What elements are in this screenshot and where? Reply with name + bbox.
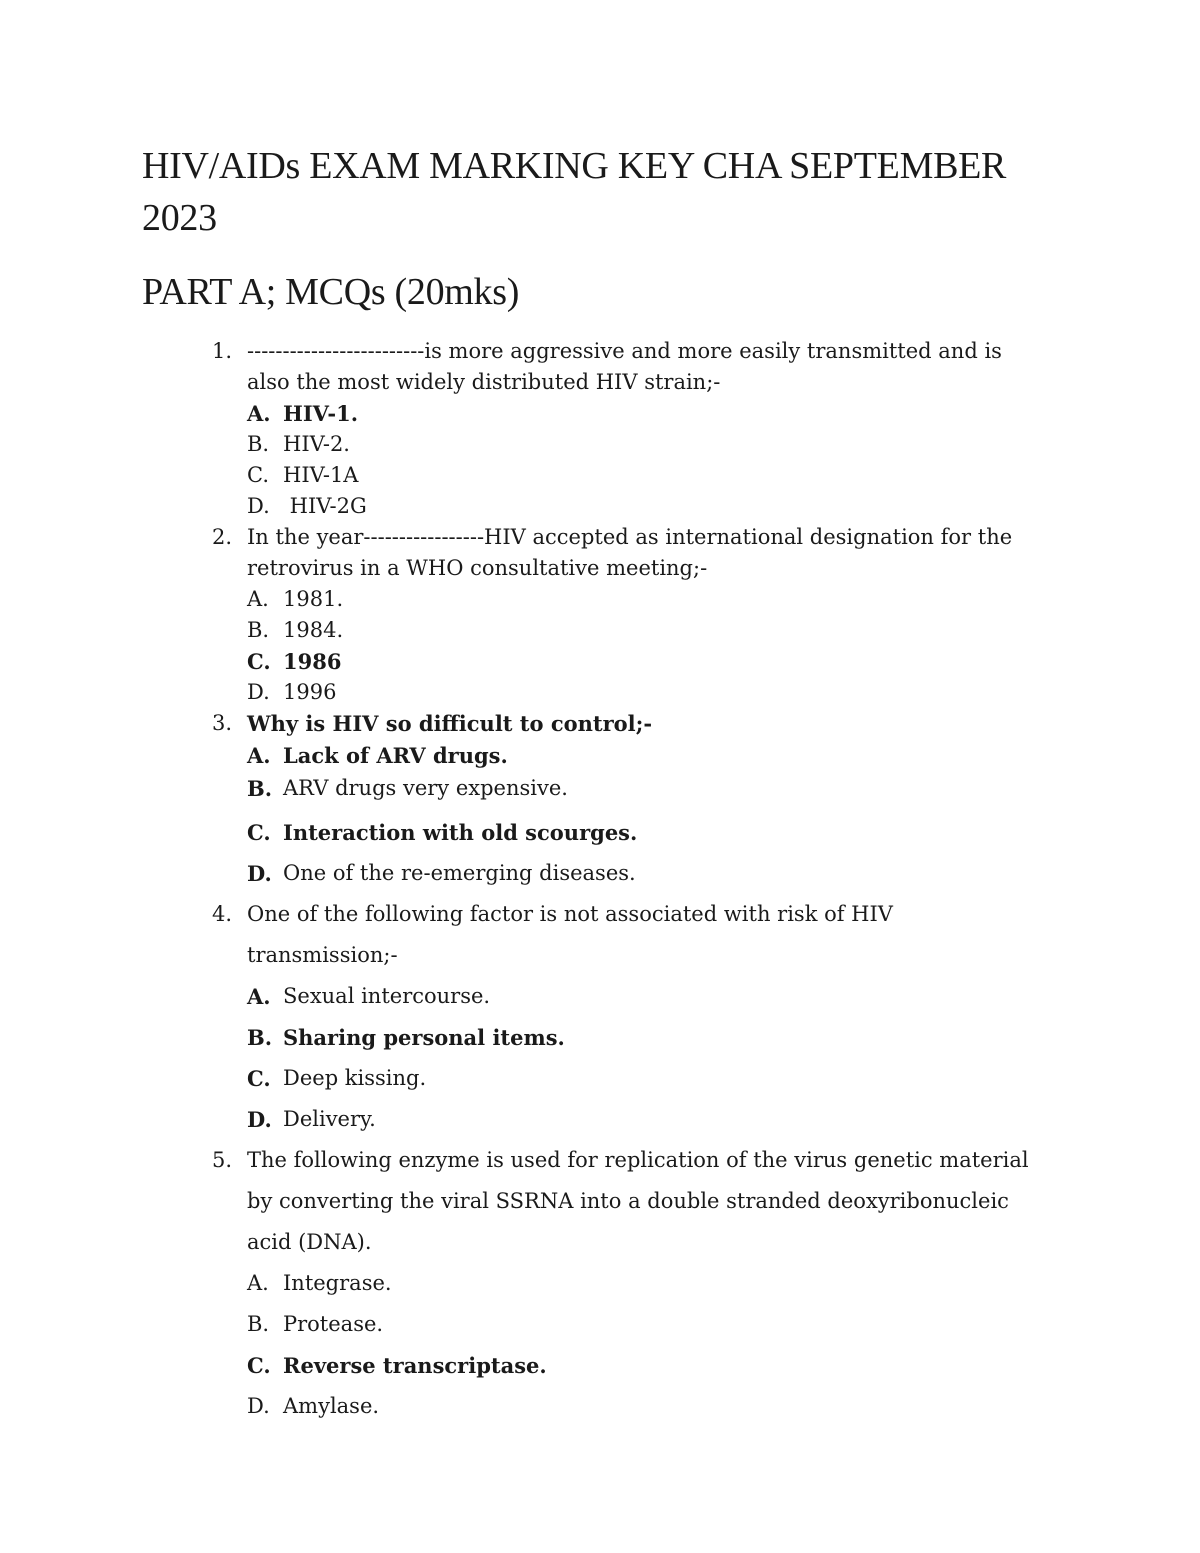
option-letter: B. bbox=[247, 618, 270, 642]
question-text: One of the following factor is not associated with risk of HIV transmission;- bbox=[247, 902, 893, 967]
question-number: 2. bbox=[212, 525, 233, 549]
document-title: HIV/AIDs EXAM MARKING KEY CHA SEPTEMBER 2023 bbox=[142, 145, 1007, 239]
option-item bbox=[0, 398, 1200, 429]
option-text: Deep kissing. bbox=[283, 1066, 427, 1090]
question-text: In the year-----------------HIV accepted as international designation for the retrovirus in a WHO consultative meeting;- bbox=[247, 525, 1013, 580]
option-item bbox=[0, 677, 1200, 708]
option-text: HIV-1. bbox=[283, 401, 359, 426]
question-number: 5. bbox=[212, 1148, 233, 1172]
option-text: Delivery. bbox=[283, 1107, 376, 1131]
question-item bbox=[0, 336, 1200, 522]
option-letter: C. bbox=[247, 1066, 271, 1091]
option-letter: B. bbox=[247, 432, 270, 456]
question-text: Why is HIV so difficult to control;- bbox=[247, 711, 653, 736]
option-text: 1996 bbox=[283, 680, 337, 704]
option-item bbox=[0, 460, 1200, 491]
option-letter: D. bbox=[247, 680, 270, 704]
option-text: Reverse transcriptase. bbox=[283, 1353, 547, 1378]
question-list bbox=[0, 336, 1200, 1427]
option-list bbox=[0, 398, 1200, 522]
question-item bbox=[0, 522, 1200, 708]
option-list bbox=[0, 976, 1200, 1140]
option-text: Lack of ARV drugs. bbox=[283, 743, 508, 768]
option-item bbox=[0, 1058, 1200, 1099]
option-item bbox=[0, 615, 1200, 646]
option-text: Sexual intercourse. bbox=[283, 984, 491, 1008]
question-number: 4. bbox=[212, 902, 233, 926]
option-list bbox=[0, 1263, 1200, 1427]
option-letter: D. bbox=[247, 494, 270, 518]
option-letter: C. bbox=[247, 1353, 271, 1378]
option-letter: A. bbox=[247, 587, 269, 611]
option-text: Integrase. bbox=[283, 1271, 392, 1295]
option-item bbox=[0, 772, 1200, 812]
option-item bbox=[0, 1386, 1200, 1427]
option-item bbox=[0, 1099, 1200, 1140]
option-text: Sharing personal items. bbox=[283, 1025, 565, 1050]
option-letter: D. bbox=[247, 861, 272, 886]
option-letter: D. bbox=[247, 1107, 272, 1132]
option-letter: A. bbox=[247, 743, 271, 768]
option-text: 1986 bbox=[283, 649, 342, 674]
option-text: 1984. bbox=[283, 618, 344, 642]
question-text: The following enzyme is used for replication of the virus genetic material by converting the viral SSRNA into a double stranded deoxyribonucleic acid (DNA). bbox=[247, 1148, 1029, 1254]
option-letter: C. bbox=[247, 463, 269, 487]
option-letter: A. bbox=[247, 1271, 269, 1295]
option-text: One of the re-emerging diseases. bbox=[283, 861, 636, 885]
option-text: Protease. bbox=[283, 1312, 384, 1336]
option-text: HIV-2G bbox=[283, 494, 367, 518]
option-letter: D. bbox=[247, 1394, 270, 1418]
option-letter: B. bbox=[247, 1025, 273, 1050]
option-item bbox=[0, 812, 1200, 853]
option-letter: A. bbox=[247, 401, 271, 426]
option-letter: B. bbox=[247, 1312, 270, 1336]
part-heading: PART A; MCQs (20mks) bbox=[142, 271, 520, 313]
question-number: 1. bbox=[212, 339, 233, 363]
option-list bbox=[0, 584, 1200, 708]
question-item bbox=[0, 1140, 1200, 1427]
option-item bbox=[0, 429, 1200, 460]
option-item bbox=[0, 1263, 1200, 1304]
option-item bbox=[0, 584, 1200, 615]
option-text: Amylase. bbox=[283, 1394, 380, 1418]
option-item bbox=[0, 739, 1200, 772]
option-letter: C. bbox=[247, 649, 271, 674]
option-list bbox=[0, 739, 1200, 894]
option-text: HIV-1A bbox=[283, 463, 359, 487]
option-item bbox=[0, 491, 1200, 522]
option-letter: C. bbox=[247, 820, 271, 845]
option-text: Interaction with old scourges. bbox=[283, 820, 638, 845]
option-text: 1981. bbox=[283, 587, 344, 611]
option-text: HIV-2. bbox=[283, 432, 350, 456]
option-text: ARV drugs very expensive. bbox=[283, 776, 568, 800]
option-item bbox=[0, 1017, 1200, 1058]
question-item bbox=[0, 708, 1200, 894]
option-item bbox=[0, 1304, 1200, 1345]
option-item bbox=[0, 976, 1200, 1017]
option-item bbox=[0, 646, 1200, 677]
option-letter: A. bbox=[247, 984, 271, 1009]
question-item bbox=[0, 894, 1200, 1140]
question-text: -------------------------is more aggressive and more easily transmitted and is also the most widely distributed HIV strain;- bbox=[247, 339, 1002, 394]
option-item bbox=[0, 1345, 1200, 1386]
question-number: 3. bbox=[212, 711, 233, 735]
option-item bbox=[0, 853, 1200, 894]
option-letter: B. bbox=[247, 776, 273, 801]
